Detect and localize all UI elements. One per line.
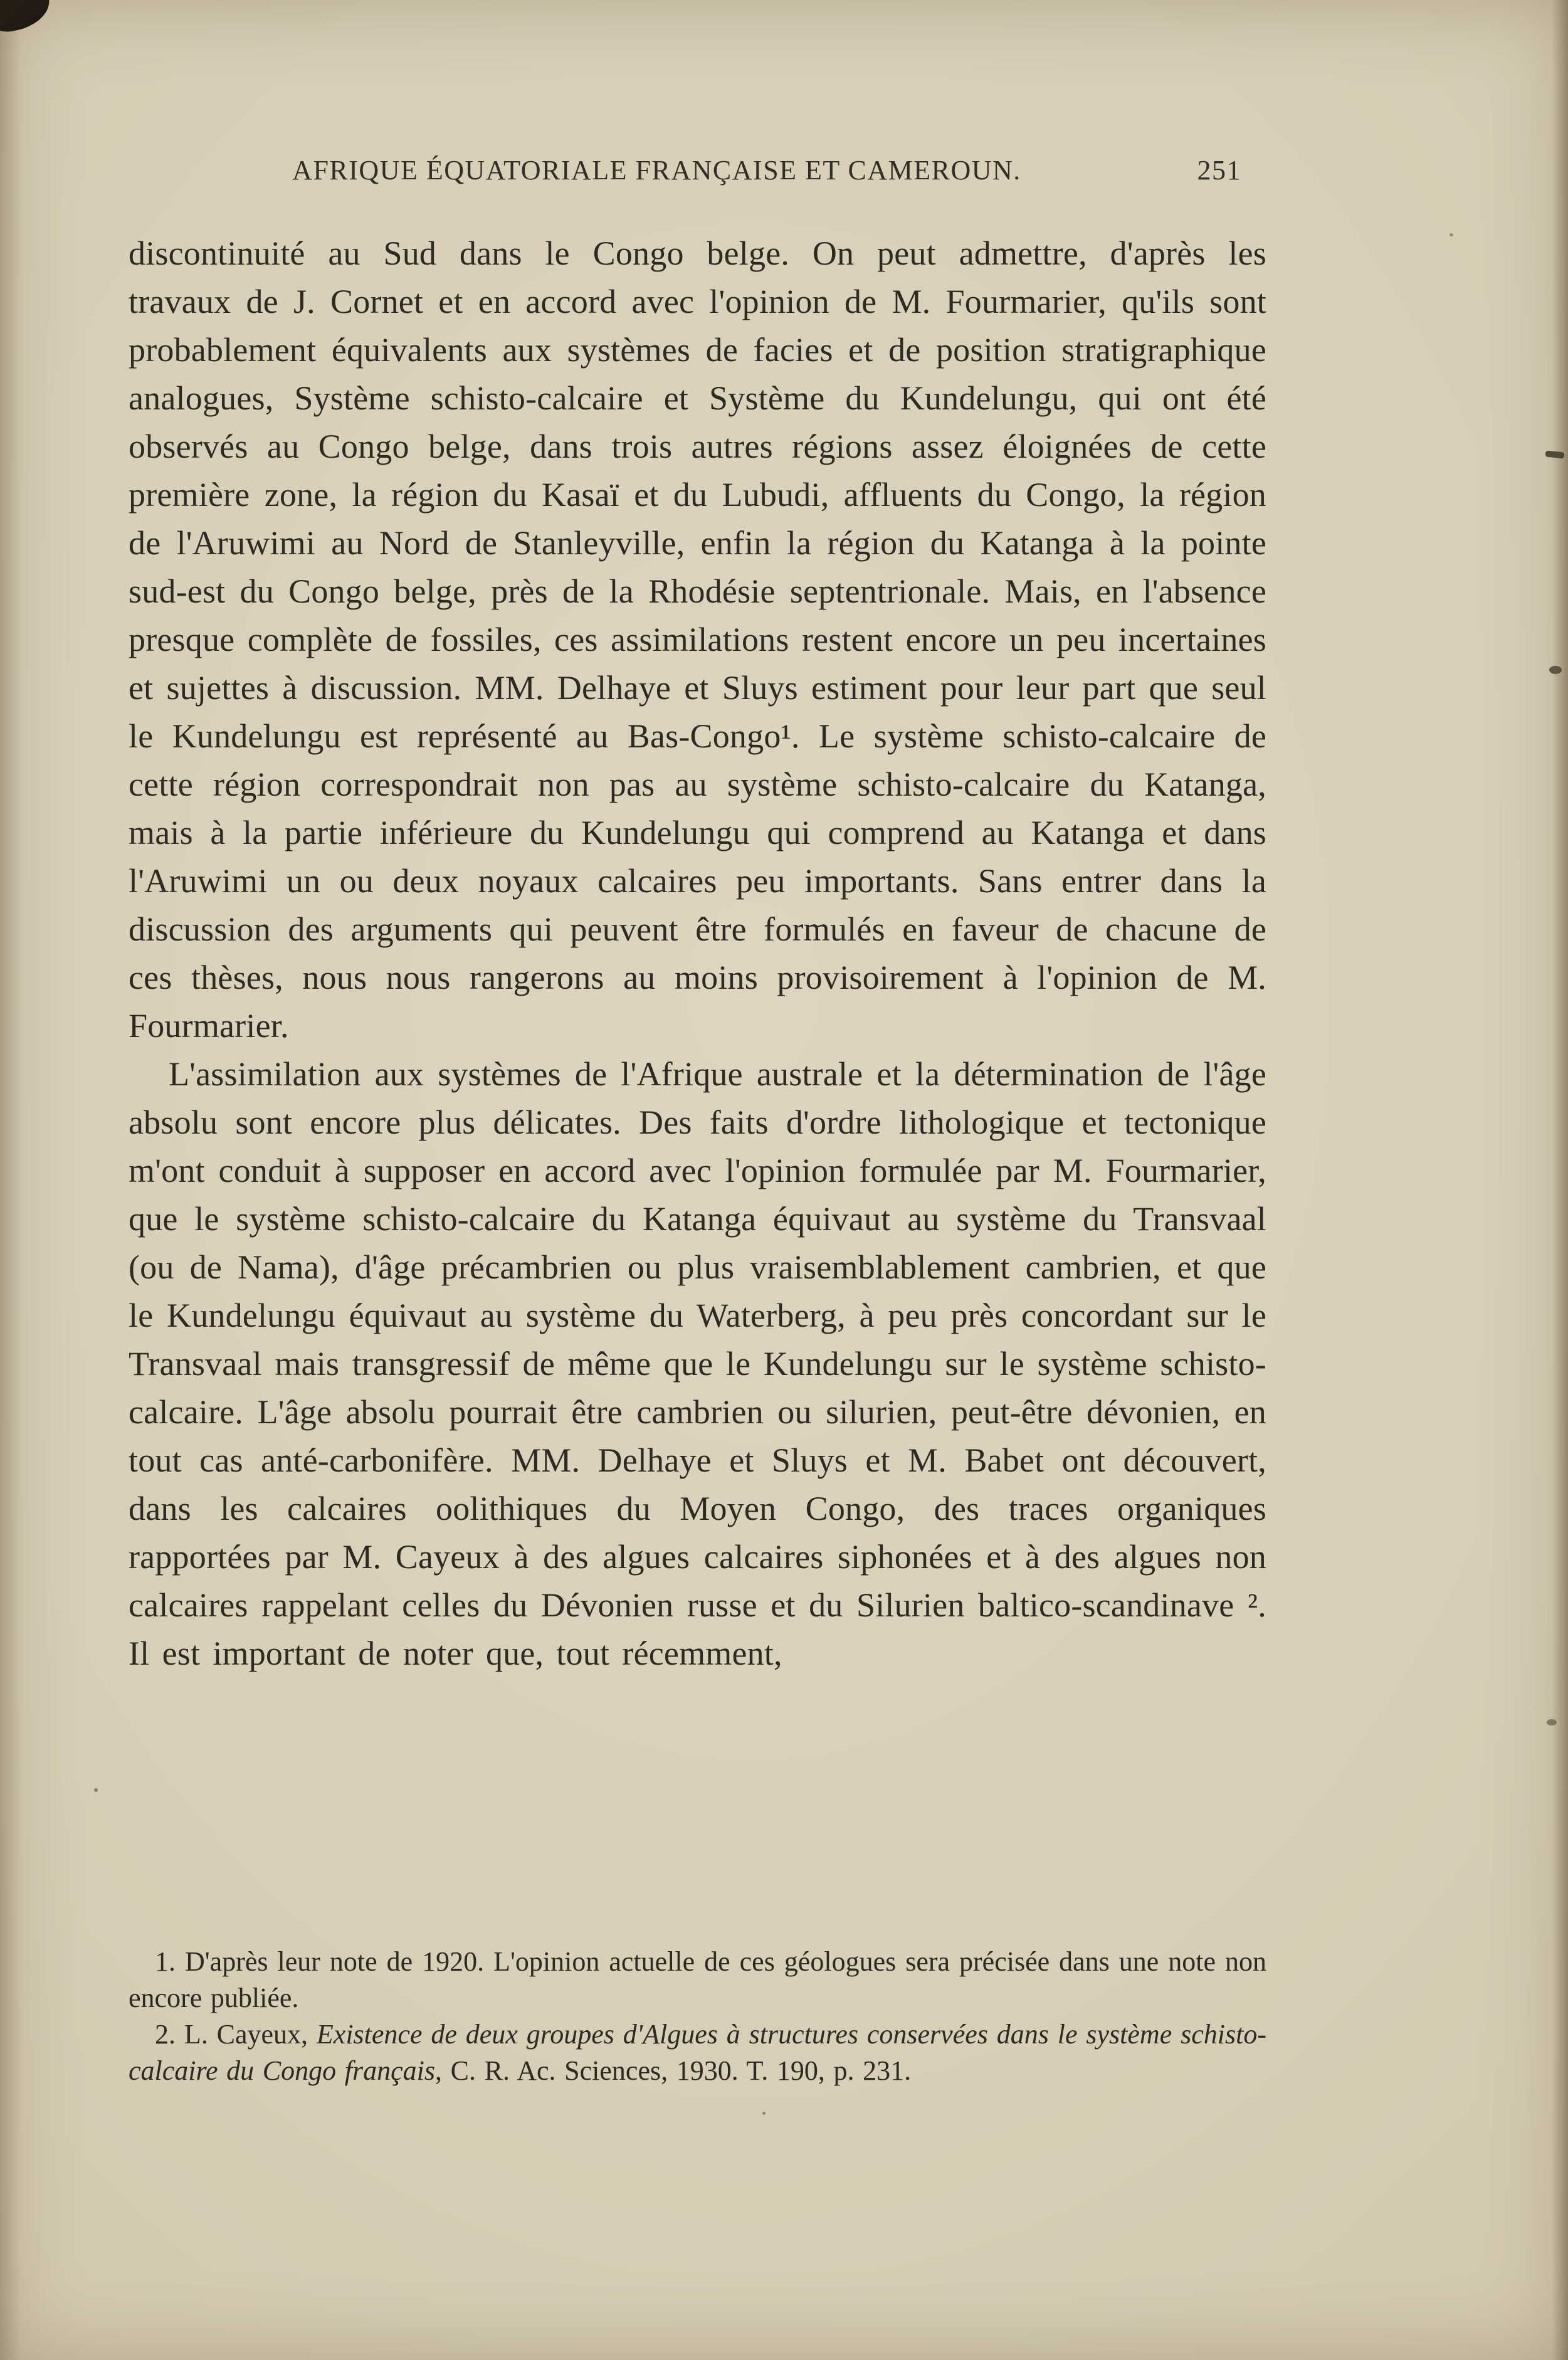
- page-number: 251: [1197, 155, 1241, 186]
- paper-speck: [1450, 233, 1453, 236]
- footnote-2-suffix: , C. R. Ac. Sciences, 1930. T. 190, p. 231.: [435, 2055, 912, 2086]
- margin-mark-right-3: [1547, 1719, 1557, 1725]
- text-column: [129, 154, 1266, 1678]
- page-header: [129, 154, 1266, 193]
- footnote-2-prefix: 2. L. Cayeux,: [155, 2019, 317, 2050]
- binding-edge-shadow: [1552, 0, 1568, 2360]
- body-text: [129, 229, 1266, 1678]
- footnote-2-italic-title: Existence de deux groupes d'Algues à structures conservées dans le système schisto-calcaire du Congo français: [129, 2019, 1266, 2086]
- footnotes: [129, 1944, 1266, 2089]
- ink-stain-top-left: [0, 0, 52, 34]
- footnote-2: [129, 2016, 1266, 2089]
- paragraph-1: discontinuité au Sud dans le Congo belge. On peut admettre, d'après les travaux de J. Cornet et en accord avec l'opinion de M. Fourmarier, qu'ils sont probablement équivalents aux systèmes de facies et de position stratigraphique analogues, Système schisto-calcaire et Système du Kundelungu, qui ont été observés au Congo belge, dans trois autres régions assez éloignées de cette première zone, la région du Kasaï et du Lubudi, affluents du Congo, la région de l'Aruwimi au Nord de Stanleyville, enfin la région du Katanga à la pointe sud-est du Congo belge, près de la Rhodésie septentrionale. Mais, en l'absence presque complète de fossiles, ces assimilations restent encore un peu incertaines et sujettes à discussion. MM. Delhaye et Sluys estiment pour leur part que seul le Kundelungu est représenté au Bas-Congo¹. Le système schisto-calcaire de cette région correspondrait non pas au système schisto-calcaire du Katanga, mais à la partie inférieure du Kundelungu qui comprend au Katanga et dans l'Aruwimi un ou deux noyaux calcaires peu importants. Sans entrer dans la discussion des arguments qui peuvent être formulés en faveur de chacune de ces thèses, nous nous rangerons au moins provisoirement à l'opinion de M. Fourmarier.: [129, 234, 1266, 1045]
- margin-mark-right-1: [1545, 450, 1565, 458]
- paper-speck: [94, 1788, 98, 1792]
- margin-mark-right-2: [1549, 666, 1562, 674]
- left-edge-shadow: [0, 0, 21, 2360]
- paragraph-2: L'assimilation aux systèmes de l'Afrique australe et la détermination de l'âge absolu sont encore plus délicates. Des faits d'ordre lithologique et tectonique m'ont conduit à supposer en accord avec l'opinion formulée par M. Fourmarier, que le système schisto-calcaire du Katanga équivaut au système du Transvaal (ou de Nama), d'âge précambrien ou plus vraisemblablement cambrien, et que le Kundelungu équivaut au système du Waterberg, à peu près concordant sur le Transvaal mais transgressif de même que le Kundelungu sur le système schisto-calcaire. L'âge absolu pourrait être cambrien ou silurien, peut-être dévonien, en tout cas anté-carbonifère. MM. Delhaye et Sluys et M. Babet ont découvert, dans les calcaires oolithiques du Moyen Congo, des traces organiques rapportées par M. Cayeux à des algues calcaires siphonées et à des algues non calcaires rappelant celles du Dévonien russe et du Silurien baltico-scandinave ². Il est important de noter que, tout récemment,: [129, 1055, 1266, 1672]
- paper-speck: [762, 2112, 766, 2115]
- running-title: AFRIQUE ÉQUATORIALE FRANÇAISE ET CAMEROUN.: [292, 155, 1021, 186]
- footnote-1: 1. D'après leur note de 1920. L'opinion actuelle de ces géologues sera précisée dans une note non encore publiée.: [129, 1946, 1266, 2013]
